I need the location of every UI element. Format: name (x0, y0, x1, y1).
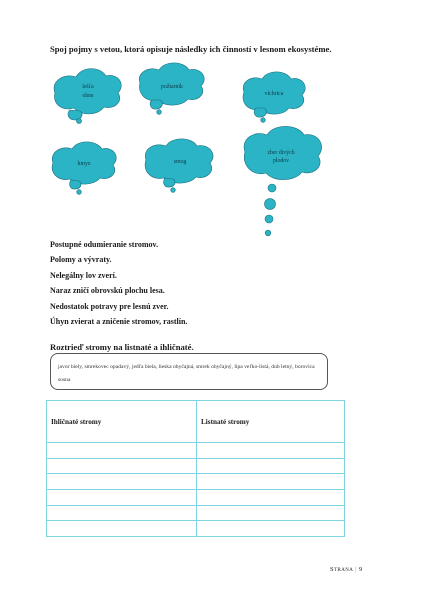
consequence-item[interactable]: Nedostatok potravy pre lesnú zver. (50, 301, 169, 311)
cloud-1-line-2: ohne (82, 93, 94, 99)
answer-cell[interactable] (197, 505, 345, 521)
answer-cell[interactable] (197, 474, 345, 490)
answer-cell[interactable] (47, 458, 197, 474)
answer-cell[interactable] (47, 505, 197, 521)
table-row (47, 490, 345, 506)
column-header-deciduous: Listnaté stromy (197, 401, 345, 443)
consequence-item[interactable]: Polomy a vývraty. (50, 255, 112, 265)
cloud-2-label: požiarnik (161, 84, 183, 90)
cloud-3-label: víchrica (264, 91, 284, 97)
footer-separator: | (355, 566, 358, 573)
task1-heading: Spoj pojmy s vetou, ktorá opisuje následky ich činností v lesnom ekosystéme. (50, 44, 332, 54)
thought-clouds (0, 0, 423, 250)
cloud-5[interactable] (145, 139, 213, 192)
page-label: Strana (330, 566, 354, 573)
task2-heading: Roztrieď stromy na listnaté a ihličnaté. (50, 342, 194, 352)
answer-cell[interactable] (197, 443, 345, 459)
tree-word-bank: javor biely, smrekovec opadavý, jedľa biela, lieska obyčajná, smrek obyčajný, lipa veľko-listá, dub letný, borovica sosna (50, 353, 328, 390)
cloud-5-label: smog (173, 159, 187, 165)
tree-sorting-table (46, 400, 345, 537)
consequence-item[interactable]: Úhyn zvierat a zničenie stromov, rastlín. (50, 317, 188, 327)
cloud-6-line-2: plodov (272, 158, 290, 164)
consequence-item[interactable]: Nelegálny lov zverí. (50, 270, 117, 280)
answer-cell[interactable] (197, 521, 345, 537)
consequence-list (50, 237, 187, 329)
cloud-1-line-1: lešťa (82, 84, 94, 90)
table-row (47, 443, 345, 459)
answer-cell[interactable] (47, 521, 197, 537)
cloud-1[interactable] (54, 69, 121, 124)
cloud-4[interactable] (52, 142, 116, 194)
answer-cell[interactable] (47, 490, 197, 506)
table-row (47, 474, 345, 490)
cloud-3[interactable] (243, 72, 305, 122)
answer-cell[interactable] (47, 443, 197, 459)
table-row (47, 458, 345, 474)
column-header-coniferous: Ihličnaté stromy (47, 401, 197, 443)
table-row (47, 521, 345, 537)
answer-cell[interactable] (197, 458, 345, 474)
cloud-6[interactable] (244, 126, 322, 235)
page-number: 9 (359, 566, 363, 573)
consequence-item[interactable]: Postupné odumieranie stromov. (50, 240, 159, 249)
cloud-4-label: hmyz (77, 161, 91, 167)
cloud-6-line-1: zber divých (267, 150, 295, 156)
answer-cell[interactable] (197, 490, 345, 506)
page-footer (330, 566, 363, 573)
consequence-item[interactable]: Naraz zničí obrovskú plochu lesa. (50, 286, 165, 296)
answer-cell[interactable] (47, 474, 197, 490)
table-row (47, 505, 345, 521)
cloud-2[interactable] (139, 63, 204, 114)
